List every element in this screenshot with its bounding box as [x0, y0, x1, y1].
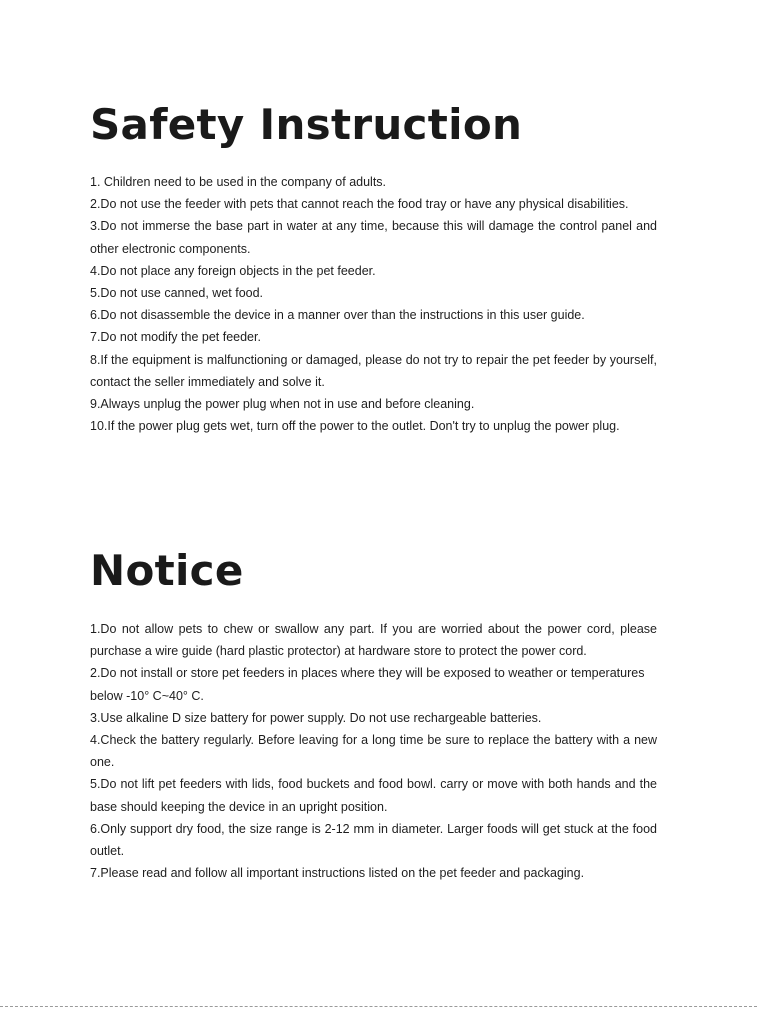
list-item: 5.Do not lift pet feeders with lids, food buckets and food bowl. carry or move with both hands and the base should keeping the device in an upright position.	[90, 777, 657, 814]
list-item: 1. Children need to be used in the company of adults.	[90, 175, 387, 189]
notice-heading: Notice	[90, 546, 244, 595]
page-cut-line	[0, 1006, 757, 1007]
list-item: 6.Only support dry food, the size range is 2-12 mm in diameter. Larger foods will get stuck at the food outlet.	[90, 821, 657, 859]
list-item: 3.Use alkaline D size battery for power supply. Do not use rechargeable batteries.	[90, 710, 542, 725]
list-item: 7.Do not modify the pet feeder.	[90, 330, 261, 345]
list-item: 7.Please read and follow all important instructions listed on the pet feeder and packaging.	[90, 866, 585, 881]
safety-instruction-list	[90, 171, 657, 437]
list-item: 9.Always unplug the power plug when not in use and before cleaning.	[90, 397, 475, 412]
list-item: 4.Do not place any foreign objects in the pet feeder.	[90, 263, 376, 278]
list-item: 10.If the power plug gets wet, turn off the power to the outlet. Don't try to unplug the power plug.	[90, 419, 620, 434]
list-item: 6.Do not disassemble the device in a manner over than the instructions in this user guide.	[90, 308, 585, 323]
safety-instruction-heading: Safety Instruction	[90, 100, 523, 149]
list-item: 2.Do not install or store pet feeders in places where they will be exposed to weather or temperatures below -10° C~40° C.	[90, 666, 645, 703]
list-item: 4.Check the battery regularly. Before leaving for a long time be sure to replace the battery with a new one.	[90, 733, 657, 770]
list-item: 5.Do not use canned, wet food.	[90, 286, 264, 301]
notice-list	[90, 618, 657, 884]
list-item: 2.Do not use the feeder with pets that cannot reach the food tray or have any physical disabilities.	[90, 197, 629, 212]
list-item: 8.If the equipment is malfunctioning or damaged, please do not try to repair the pet feeder by yourself, contact the seller immediately and solve it.	[90, 352, 657, 389]
list-item: 3.Do not immerse the base part in water at any time, because this will damage the control panel and other electronic components.	[90, 219, 657, 256]
list-item: 1.Do not allow pets to chew or swallow any part. If you are worried about the power cord, please purchase a wire guide (hard plastic protector) at hardware store to protect the power cord.	[90, 622, 657, 659]
